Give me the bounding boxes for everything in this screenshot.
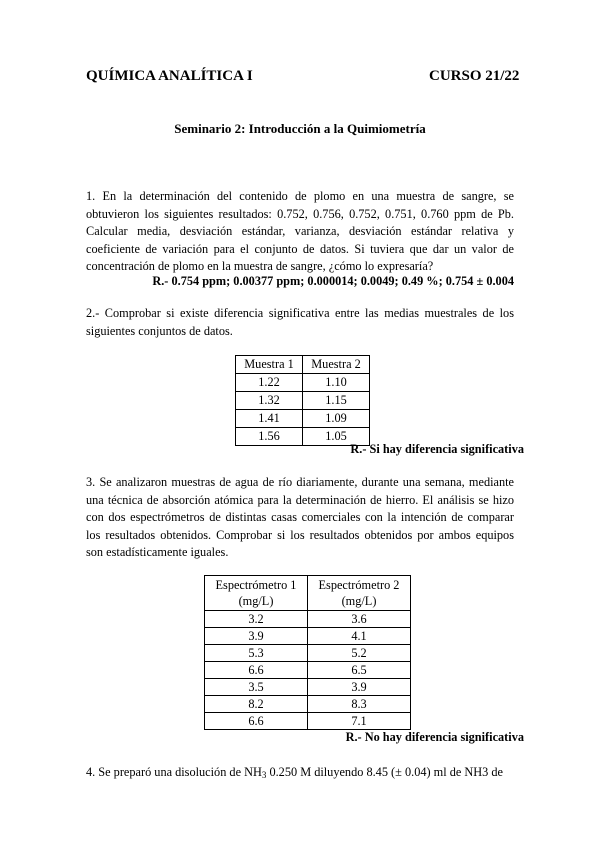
table-row <box>205 628 411 645</box>
table-cell: 5.2 <box>308 645 411 662</box>
table-row <box>205 662 411 679</box>
question-4-text <box>86 764 514 785</box>
question-4-part-1: 4. Se preparó una disolución de NH <box>86 765 262 779</box>
table-cell: 1.56 <box>236 428 303 446</box>
header-unit: (mg/L) <box>238 594 274 608</box>
question-3-text: 3. Se analizaron muestras de agua de río diariamente, durante una semana, mediante una técnica de absorción atómica para la determinación de hierro. El análisis se hizo con dos espectrómetros de distintas casas comerciales con la intención de comparar los resultados obtenidos. Comprobar si los resultados obtenidos por ambos equipos son estadísticamente iguales. <box>86 475 514 559</box>
table-cell: 7.1 <box>308 713 411 730</box>
table-row <box>236 410 370 428</box>
table-cell: 1.32 <box>236 392 303 410</box>
table-cell: 8.2 <box>205 696 308 713</box>
question-3-answer: R.- No hay diferencia significativa <box>345 730 524 744</box>
page-title: Seminario 2: Introducción a la Quimiometría <box>174 121 426 136</box>
subscript-3: 3 <box>261 770 267 780</box>
table-cell: 8.3 <box>308 696 411 713</box>
table-cell: 1.09 <box>303 410 370 428</box>
table-cell: 4.1 <box>308 628 411 645</box>
table-cell: 1.05 <box>303 428 370 446</box>
table-cell: 6.6 <box>205 713 308 730</box>
table-cell: 6.5 <box>308 662 411 679</box>
table-cell: 3.2 <box>205 611 308 628</box>
header-muestra-1: Muestra 1 <box>236 356 303 374</box>
header-muestra-2: Muestra 2 <box>303 356 370 374</box>
table-row <box>236 374 370 392</box>
table-cell: 1.10 <box>303 374 370 392</box>
question-1-text: 1. En la determinación del contenido de plomo en una muestra de sangre, se obtuvieron los siguientes resultados: 0.752, 0.756, 0.752, 0.751, 0.760 ppm de Pb. Calcular media, desviación estándar, varianza, desviación estándar relativa y coeficiente de variación para el conjunto de datos. Si tuviera que dar un valor de concentración de plomo en la muestra de sangre, ¿cómo lo expresaría? <box>86 189 514 273</box>
table-cell: 3.6 <box>308 611 411 628</box>
table-row <box>205 713 411 730</box>
spectrometer-table <box>204 575 411 730</box>
table-header-row <box>205 576 411 611</box>
table-cell: 3.9 <box>205 628 308 645</box>
table-row <box>205 679 411 696</box>
table-row <box>205 696 411 713</box>
table-cell: 1.15 <box>303 392 370 410</box>
table-cell: 3.9 <box>308 679 411 696</box>
header-espectrometro-1 <box>205 576 308 611</box>
table-header-row <box>236 356 370 374</box>
header-label: Espectrómetro 2 <box>318 578 400 592</box>
course-name: QUÍMICA ANALÍTICA I <box>86 68 253 84</box>
table-cell: 3.5 <box>205 679 308 696</box>
table-row <box>205 611 411 628</box>
question-2-text: 2.- Comprobar si existe diferencia significativa entre las medias muestrales de los siguientes conjuntos de datos. <box>86 306 514 338</box>
header-unit: (mg/L) <box>341 594 377 608</box>
table-cell: 1.22 <box>236 374 303 392</box>
table-cell: 5.3 <box>205 645 308 662</box>
samples-table <box>235 355 370 446</box>
question-2-answer: R.- Si hay diferencia significativa <box>350 442 524 456</box>
question-1-answer: R.- 0.754 ppm; 0.00377 ppm; 0.000014; 0.0049; 0.49 %; 0.754 ± 0.004 <box>152 274 514 288</box>
course-year: CURSO 21/22 <box>429 68 520 84</box>
table-row <box>205 645 411 662</box>
header-espectrometro-2 <box>308 576 411 611</box>
question-4-part-2: 0.250 M diluyendo 8.45 (± 0.04) ml de NH3 de <box>266 765 503 779</box>
table-cell: 1.41 <box>236 410 303 428</box>
table-cell: 6.6 <box>205 662 308 679</box>
table-row <box>236 392 370 410</box>
header-label: Espectrómetro 1 <box>215 578 297 592</box>
